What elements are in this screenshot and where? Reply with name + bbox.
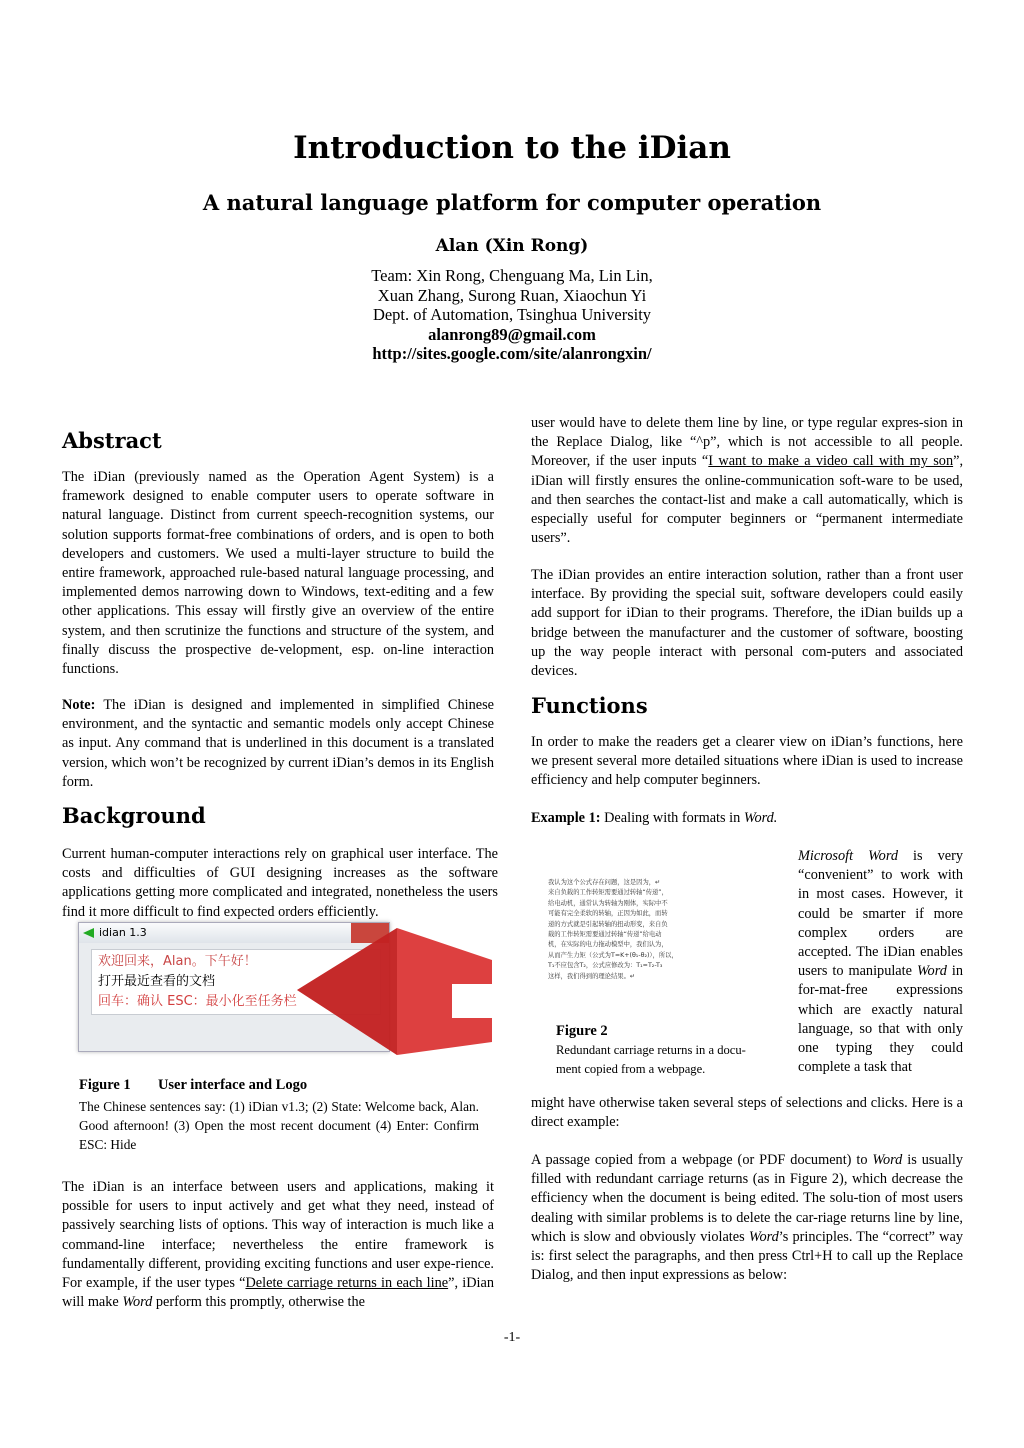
command-example-2: I want to make a video call with my son	[708, 453, 954, 470]
example-1-heading: Example 1: Dealing with formats in Word.	[531, 810, 778, 826]
figure-1-label: Figure 1	[79, 1077, 131, 1093]
paper-title: Introduction to the iDian	[293, 130, 731, 166]
background-paragraph-2: The iDian is an interface between users and applications, making it possible for users to input actively and get what they need, instead of passively searching lists of options. This way of interaction is much like a command-line interface; nevertheless the entire framework is fundamentally different, providing exciting functions and user expe-rience. For example, if the user types “Delete carriage returns in each line”, iDian will make Word perform this promptly, otherwise the	[62, 1179, 494, 1311]
right-paragraph-2: The iDian provides an entire interaction solution, rather than a front user interface. By providing the special suit, software developers could easily add support for iDian to their programs. Therefore, the iDian builds up a bridge between the manufacturer and the customer of software, boosting up the way people interact with personal com-puters and associated devices.	[531, 567, 963, 680]
figure-1-screenshot	[72, 920, 492, 1062]
fig2-line: 机，在实际的电力拖动模型中，我们认为，	[548, 941, 668, 949]
word-side-text: Microsoft Word is very “convenient” to work with in most cases. However, it could be smarter if more complex orders are accepted. The iDian enables users to manipulate Word in for-mat-free expressions which are exactly natural language, so that with only one typing they could complete a task that	[798, 848, 963, 1076]
hint-line: 回车：确认 ESC：最小化至任务栏	[98, 994, 297, 1009]
right-paragraph-1: user would have to delete them line by line, or type regular expres-sion in the Replace Dialog, like “^p”, which is not accessible to all people. Moreover, if the user inputs “I want to make a video call with my son”, iDian will firstly ensures the online-communication soft-ware to be used, and then searches the contact-list and make a call automatically, which is especially useful for computer beginners or “permanent intermediate users”.	[531, 415, 964, 547]
functions-text: In order to make the readers get a clearer view on iDian’s functions, here we present several more detailed situations where iDian is used to increase efficiency and help computer beginners.	[531, 734, 963, 789]
website-url: http://sites.google.com/site/alanrongxin/	[372, 344, 652, 363]
author-name: Alan (Xin Rong)	[435, 236, 589, 256]
command-example-1: Delete carriage returns in each line	[245, 1275, 449, 1292]
fig2-line: 这样，我们得到的理论结果。↵	[548, 972, 636, 980]
fig2-line: 可能有完全柔软的转轴，正因为如此，而转	[548, 910, 668, 918]
red-arrow-logo-icon	[287, 920, 497, 1060]
team-line-2: Xuan Zhang, Surong Ruan, Xiaochun Yi	[377, 285, 647, 305]
abstract-text: The iDian (previously named as the Operation Agent System) is a framework designed to enable computer users to operate software in natural language. Distinct from current speech-recognition systems, our solution supports format-free combinations of orders, and is open to both developers and customers. We used a multi-layer structure to build the entire framework, approached rule-based natural language processing, and implemented demos narrowing down to Windows, text-editing and a few other applications. This essay will firstly give an overview of the entire system, and then scrutinize the functions and structure of the system, and finally discuss the prospective de-velopment, esp. on-line interaction functions.	[62, 469, 494, 678]
background-heading: Background	[62, 803, 206, 828]
department: Dept. of Automation, Tsinghua University	[372, 305, 652, 324]
fig2-line: T₁不应包含T₂，公式应修改为：T₁=T₂-T₃	[548, 962, 663, 970]
background-text: Current human-computer interactions rely on graphical user interface. The costs and difficulties of GUI designing increases as the software applications getting more complicated and integrated, nonetheless the users find it more difficult to find expected orders efficiently.	[62, 846, 498, 920]
page-number: -1-	[503, 1330, 521, 1345]
paper-subtitle: A natural language platform for computer operation	[202, 190, 822, 215]
right-paragraph-4: A passage copied from a webpage (or PDF document) to Word is usually filled with redundant carriage returns (as in Figure 2), which decrease the efficiency when the document is being edited. The solu-tion of most users dealing with similar problems is to delete the car-riage returns line by line, which is slow and obviously violates Word’s principles. The “correct” way is: first select the paragraphs, and then press Ctrl+H to call up the Replace Dialog, and then input expressions as below:	[531, 1152, 963, 1284]
figure-2-caption-text: Redundant carriage returns in a docu-ment copied from a webpage.	[556, 1043, 746, 1076]
author-info	[0, 266, 1024, 364]
fig2-line: 载的工作转矩需要通过转轴“传递”给电动	[548, 931, 662, 939]
figure-1-caption-text: The Chinese sentences say: (1) iDian v1.3; (2) State: Welcome back, Alan. Good afternoon! (3) Open the most recent document (4) Enter: Confirm ESC: Hide	[79, 1099, 479, 1152]
fig2-line: 给电动机，通常认为转轴为刚体，实际中不	[548, 899, 668, 907]
email: alanrong89@gmail.com	[428, 324, 596, 344]
figure-1-caption	[79, 1076, 479, 1154]
window-title-bar: idian 1.3	[79, 923, 389, 943]
command-line: 打开最近查看的文档	[98, 974, 216, 989]
abstract-note: Note: The iDian is designed and implemented in simplified Chinese environment, and the syntactic and semantic models only accept Chinese as input. Any command that is underlined in this document is a translated version, which won’t be recognized by current iDian’s demos in its English form.	[62, 697, 494, 790]
idian-logo-icon	[83, 928, 94, 938]
figure-1-title: User interface and Logo	[157, 1077, 308, 1093]
functions-heading: Functions	[531, 693, 648, 718]
team-line-1: Team: Xin Rong, Chenguang Ma, Lin Lin,	[371, 266, 653, 285]
figure-2-caption	[556, 1022, 768, 1079]
fig2-line: 从而产生力矩（公式为T=K+(θ₁-θ₂)），所以，	[548, 951, 678, 959]
fig2-line: 我认为这个公式存在问题，这是因为，↵	[548, 879, 661, 886]
example-continuation: might have otherwise taken several steps of selections and clicks. Here is a direct example:	[531, 1095, 963, 1131]
fig2-line: 递的方式就是引起转轴的扭动形变，来自负	[548, 920, 668, 928]
figure-2-label: Figure 2	[556, 1023, 608, 1039]
abstract-heading: Abstract	[62, 428, 162, 453]
welcome-line: 欢迎回来，Alan。下午好！	[98, 954, 257, 969]
figure-2-image	[548, 878, 718, 1008]
fig2-line: 来自负载的工作转矩需要通过转轴“传递”，	[548, 889, 668, 897]
